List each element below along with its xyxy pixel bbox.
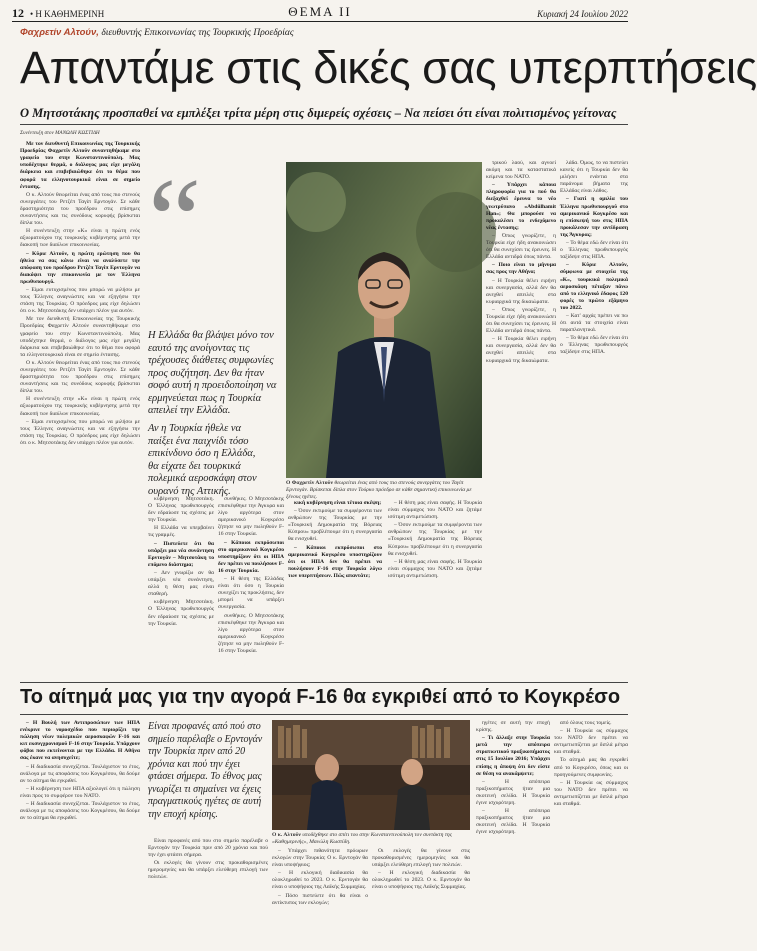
article2-photo-caption xyxy=(272,832,470,846)
section-title: ΘΕΜΑ II xyxy=(288,4,352,19)
article-paragraph: – Είμαι ευτυχισμένος που μπορώ να μιλήσω με τους Έλληνες αναγνώστες και να εξηγήσω την στάση της Τουρκίας. Ο πρόεδρος μας είχε δηλώσει ότι ο κ. Μητσοτάκης δεν υπάρχει πλέον για αυτόν. xyxy=(20,286,140,315)
divider xyxy=(20,714,628,715)
article-paragraph: συνθήκες. Ο Μητσοτάκης επισκέφθηκε την Άγκυρα και λίγο αργότερα στον αμερικανικό Κογκρέσο ζήτησε να μην πωληθούν F-16 στην Τουρκία. xyxy=(218,612,284,654)
article-column-6 xyxy=(560,160,628,680)
article2-column-1 xyxy=(20,720,140,945)
interviewee-photo xyxy=(286,162,482,478)
interviewee-byline xyxy=(20,27,294,38)
paper-name: • Η ΚΑΘΗΜΕΡΙΝΗ xyxy=(30,9,105,19)
article-column-2 xyxy=(148,496,214,676)
article-paragraph: – Η θέση της Ελλάδας είναι ότι όσο η Τουρκία συνεχίζει τις προκλήσεις, δεν μπορεί να υπάρξει συνεργασία. xyxy=(218,576,284,611)
article-paragraph: Με τον διευθυντή Επικοινωνίας της Τουρκικής Προεδρίας Φαχρετίν Αλτούν συναντηθήκαμε στο γραφείο του στην Κωνσταντινούπολη. Μας υποδέχτηκε θερμά, ο διάλογος μας είχε μεγάλη διάρκεια και επιβεβαιώθηκε ότι το θέμα που αφορά τα ελληνοτουρκικά είναι σε σημείο έντασης. xyxy=(20,141,140,190)
article-column-4 xyxy=(288,500,482,676)
article-paragraph: Οι εκλογές θα γίνουν στις προκαθορισμένες ημερομηνίες και θα υπάρξει ελεύθερη επιλογή των πολιτών. xyxy=(148,860,268,881)
article-paragraph: – Κάποιοι εκπρόσωποι στο αμερικανικό Κογκρέσο υποστηρίζουν ότι οι ΗΠΑ δεν πρέπει να πουλήσουν F-16 στην Τουρκία. xyxy=(218,539,284,574)
article-paragraph: Οι εκλογές θα γίνουν στις προκαθορισμένες ημερομηνίες και θα υπάρξει ελεύθερη επιλογή των πολιτών. xyxy=(372,848,470,869)
article-paragraph: – Η απόπειρα πραξικοπήματος ήταν μια σκοτεινή σελίδα. Η Τουρκία έγινε ισχυρότερη. xyxy=(476,808,550,836)
article-paragraph: από όλους τους τομείς. xyxy=(560,720,612,726)
article-paragraph: – Γιατί η ομιλία του Έλληνα πρωθυπουργού στο αμερικανικό Κογκρέσο και η επίσκεψή του στις ΗΠΑ προκάλεσαν την αντίδραση της Άγκυρας; xyxy=(560,196,628,238)
pullquote-2: Αν η Τουρκία ήθελε να παίξει ένα παιχνίδι τόσο επικίνδυνο όσο η Ελλάδα, θα είχατε δει τουρκικά πολεμικά αεροσκάφη στον ουρανό της Αττικής. xyxy=(148,423,257,497)
article-paragraph: – Η Βουλή των Αντιπροσώπων των ΗΠΑ ενέκρινε το νομοσχέδιο που περιορίζει την πώληση νέων πολεμικών αεροσκαφών F-16 και κιτ εκσυγχρονισμού F-16 στην Τουρκία. Υπάρχουν φόβοι που εκτείνονται με την Ελλάδα. Η Αθήνα σας έκανε να ανησυχείτε; xyxy=(20,720,140,762)
article-paragraph: – Είμαι ευτυχισμένος που μπορώ να μιλήσω με τους Έλληνες αναγνώστες και να εξηγήσω την στάση της Τουρκίας. Ο πρόεδρος μας είχε δηλώσει ότι ο κ. Μητσοτάκης δεν υπάρχει πλέον για αυτόν. xyxy=(20,418,140,446)
article-paragraph: – Υπάρχει πιθανότητα πρόωρων εκλογών στην Τουρκία; Ο κ. Ερντογάν θα είναι υποψήφιος; xyxy=(272,848,368,869)
article-column-1 xyxy=(20,130,140,675)
masthead xyxy=(12,6,628,22)
article-paragraph: – Η εκλογική διαδικασία θα ολοκληρωθεί το 2023. Ο κ. Ερντογάν θα είναι ο υποψήφιος της Λαϊκής Συμμαχίας. xyxy=(372,870,470,891)
article-paragraph: Είναι προφανές από που στο σημείο παρέλαβε ο Ερντογάν την Τουρκία πριν από 20 χρόνια και πού την έχει φτάσει σήμερα. xyxy=(148,838,268,859)
article-paragraph: Η συνέντευξη στην «Κ» είναι η πρώτη ενός αξιωματούχου της τουρκικής κυβέρνησης μετά την διακοπή των διαύλων επικοινωνίας. xyxy=(20,396,140,417)
article-paragraph: – Τι άλλαξε στην Τουρκία μετά την απόπειρα στρατιωτικού πραξικοπήματος στις 15 Ιουλίου 2016; Υπάρχει επίσης η άποψη ότι δεν είστε σε θέση να ανακάμψετε; xyxy=(476,735,550,777)
article-paragraph: – Η διαδικασία συνεχίζεται. Τουλάχιστον το έτος, ανάλογα με τις αποφάσεις του Κογκρέσου, θα δούμε αν το αίτημα θα εγκριθεί. xyxy=(20,763,140,784)
article-paragraph: Ο κ. Αλτούν θεωρείται ένας από τους πιο στενούς συνεργάτες του Ρετζέπ Ταγίπ Ερντογάν. Σε κάθε δραστηριότητα του προέδρου στις επίσημες συναντήσεις και τις συνόδους κορυφής βρίσκεται δίπλα του. xyxy=(20,191,140,227)
article-paragraph: – Η θέση μας είναι σαφής. Η Τουρκία είναι σύμμαχος του ΝΑΤΟ και ζητάμε ισότιμη αντιμετώπιση. xyxy=(388,558,482,579)
photo-caption-name: Ο Φαχρετίν Αλτούν xyxy=(286,480,333,486)
article-paragraph: – Κατ' αρχάς πρέπει να πω ότι αυτά τα στοιχεία είναι παραπλανητικά. xyxy=(560,312,628,334)
article-paragraph: – Πόσο πιστεύετε ότι θα είναι ο αντίκτυπος των εκλογών; xyxy=(272,892,368,906)
article-paragraph: – Δεν γνωρίζω αν θα υπάρξει νέα συνάντηση, αλλά η θέση μας είναι σταθερή. xyxy=(148,569,214,598)
article2-pullquote: Είναι προφανές από πού στο σημείο παρέλαβε ο Ερντογάν την Τουρκία πριν από 20 χρόνια και πού την έχει φτάσει σήμερα. Το έθνος μας γνωρίζει τι σημαίνει να έχεις πραγματικούς ηγέτες σε αυτή την εποχή κρίσης. xyxy=(148,721,263,820)
divider xyxy=(20,124,628,125)
article-paragraph: Το αίτημά μας θα εγκριθεί από το Κογκρέσο, όπως και οι προηγούμενες συμφωνίες. xyxy=(554,757,628,778)
article2-headline: Το αίτημά μας για την αγορά F-16 θα εγκριθεί από το Κογκρέσο xyxy=(20,686,621,708)
article-paragraph: – Το θέμα εδώ δεν είναι ότι ο Έλληνας πρωθυπουργός ταξίδεψε στις ΗΠΑ. xyxy=(560,240,628,261)
pullquote-1: Η Ελλάδα θα βλάψει μόνο τον εαυτό της ανοίγοντας τις τρέχουσες διάθετες συμφωνίες προς συζήτηση. Δεν θα ήταν σοφό αυτή η προειδοποίηση να ερμηνεύεται πως η Τουρκία απειλεί την Ελλάδα. xyxy=(148,330,277,416)
photo-caption xyxy=(286,480,482,501)
article2-column-6 xyxy=(554,720,628,945)
article-paragraph: κυβέρνηση Μητσοτάκη. Ο Έλληνας πρωθυπουργός δεν εδραίωσε τις σχέσεις με την Τουρκία. xyxy=(148,496,214,524)
article-paragraph: – Η θέση μας είναι σαφής. Η Τουρκία είναι σύμμαχος του ΝΑΤΟ και ζητάμε ισότιμη αντιμετώπιση. xyxy=(388,500,482,521)
article-paragraph: – Η Τουρκία θέλει ειρήνη και συνεργασία, αλλά δεν θα ανεχθεί απειλές στα κυριαρχικά της δικαιώματα. xyxy=(486,336,556,364)
interviewer-credit: Συνέντευξη στον ΜΑΝΩΛΗ ΚΩΣΤΙΔΗ xyxy=(20,130,100,136)
page-number: 12 xyxy=(12,6,24,20)
photo-caption-text: υποδέχθηκε στο σπίτι του στην Κωνσταντινούπολη τον συντάκτη της «Καθημερινής», Μανώλη Κωστίδη. xyxy=(272,832,452,845)
article-paragraph: κυβέρνηση Μητσοτάκη. Ο Έλληνας πρωθυπουργός δεν εδραίωσε τις σχέσεις με την Τουρκία. xyxy=(148,599,214,627)
article-paragraph: Η συνέντευξη στην «Κ» είναι η πρώτη ενός αξιωματούχου της τουρκικής κυβέρνησης μετά την διακοπή των διαύλων επικοινωνίας. xyxy=(20,228,140,249)
article-paragraph: – Η Τουρκία ως σύμμαχος του ΝΑΤΟ δεν πρέπει να αντιμετωπίζεται με διπλά μέτρα και σταθμά. xyxy=(554,779,628,808)
article-paragraph: τρικού λαού, και αγνοεί ακόμη και τα καταστατικά κείμενα του ΝΑΤΟ. xyxy=(486,160,556,181)
interviewee-name: Φαχρετίν Αλτούν, xyxy=(20,27,99,38)
divider xyxy=(20,682,628,683)
article-column-5 xyxy=(486,160,556,680)
portrait-illustration xyxy=(286,162,482,478)
main-headline: Απαντάμε στις δικές σας υπερπτήσεις xyxy=(20,42,757,93)
article2-column-5 xyxy=(476,720,550,945)
article2-column-4 xyxy=(272,848,368,946)
article-paragraph: – Όπως γνωρίζετε, η Τουρκία είχε ήδη ανακοινώσει ότι θα συνεχίσει τις έρευνες. Η Ελλάδα αντιδρά όπως πάντα. xyxy=(486,232,556,261)
article-paragraph: – Η κυβέρνηση των ΗΠΑ αξιολογεί ότι η πώληση είναι προς το συμφέρον του ΝΑΤΟ. xyxy=(20,785,140,799)
article-paragraph: – Κύριε Αλτούν, η πρώτη ερώτηση που θα ήθελα να σας κάνω είναι να αναλύσετε την απόφαση του προέδρου Ρετζέπ Ταγίπ Ερντογάν να διακόψει την επικοινωνία με τον Έλληνα πρωθυπουργό. xyxy=(20,250,140,285)
article-paragraph: Η Ελλάδα να υπερβαίνει τις γραμμές. xyxy=(148,525,214,539)
photo-caption-name: Ο κ. Αλτούν xyxy=(272,832,301,838)
main-subhead: Ο Μητσοτάκης προσπαθεί να εμπλέξει τρίτα μέρη στις διμερείς σχέσεις – Να πείσει ότι είναι πολιτισμένος γείτονας xyxy=(20,106,617,120)
article-paragraph: Με τον διευθυντή Επικοινωνίας της Τουρκικής Προεδρίας Φαχρετίν Αλτούν συναντηθήκαμε στο γραφείο του στην Κωνσταντινούπολη. Μας υποδέχτηκε θερμά, ο διάλογος μας είχε μεγάλη διάρκεια και επιβεβαιώθηκε ότι το θέμα που αφορά τα ελληνοτουρκικά είναι σε σημείο έντασης. xyxy=(20,316,140,358)
article2-column-4b xyxy=(372,848,470,946)
article-paragraph: – Κάποιοι εκπρόσωποι στο αμερικανικό Κογκρέσο υποστηρίζουν ότι οι ΗΠΑ δεν θα πρέπει να πουλήσουν F-16 στην Τουρκία λόγω των υπερπτήσεων. Πώς απαντάτε; xyxy=(288,544,382,579)
article-paragraph: – Το θέμα εδώ δεν είναι ότι ο Έλληνας πρωθυπουργός ταξίδεψε στις ΗΠΑ. xyxy=(560,335,628,356)
article-paragraph: Ο κ. Αλτούν θεωρείται ένας από τους πιο στενούς συνεργάτες του Ρετζέπ Ταγίπ Ερντογάν. Σε κάθε δραστηριότητα του προέδρου στις επίσημες συναντήσεις και τις συνόδους κορυφής βρίσκεται δίπλα του. xyxy=(20,359,140,395)
article-paragraph: – Η διαδικασία συνεχίζεται. Τουλάχιστον το έτος, ανάλογα με τις αποφάσεις του Κογκρέσου, θα δούμε αν το αίτημα θα εγκριθεί. xyxy=(20,801,140,822)
article-column-3 xyxy=(218,496,284,676)
article-paragraph: – Κύριε Αλτούν, σύμφωνα με στοιχεία της «Κ», τουρκικά πολεμικά αεροσκάφη πέταξαν πάνω από το ελληνικό έδαφος 120 φορές το πρώτο εξάμηνο του 2022. xyxy=(560,262,628,311)
photo-caption-text: θεωρείται ένας από τους πιο στενούς συνεργάτες του Ταγίπ Ερντογάν. Βρίσκεται δίπλα στον Τούρκο πρόεδρο σε κάθε σημαντική επικοινωνία με ξένους ηγέτες. xyxy=(286,480,472,500)
article-paragraph: – Υπάρχει κάποια πληροφορία για το πού θα διεξαχθεί έρευνα το νέο γεωτρύπανο «Abdülhamit Han»; Θα μπορούσε να προκαλέσει το ενδεχόμενο νέας έντασης; xyxy=(486,182,556,231)
article-paragraph: – Η εκλογική διαδικασία θα ολοκληρωθεί το 2023. Ο κ. Ερντογάν θα είναι ο υποψήφιος της Λαϊκής Συμμαχίας. xyxy=(272,870,368,891)
article-paragraph: ηγέτες σε αυτή την εποχή κρίσης. xyxy=(476,720,550,734)
article2-column-3 xyxy=(148,838,268,946)
article-paragraph: – Η Τουρκία ως σύμμαχος του ΝΑΤΟ δεν πρέπει να αντιμετωπίζεται με διπλά μέτρα και σταθμά. xyxy=(554,728,628,756)
office-illustration xyxy=(272,720,470,830)
article-paragraph: λάδα. Όμως, το να πιστεύει κανείς ότι η Τουρκία δεν θα μιλήσει ενάντια στα παράνομα βήματα της Ελλάδας είναι λάθος. xyxy=(560,160,628,195)
interviewee-role: διευθυντής Επικοινωνίας της Τουρκικής Προεδρίας xyxy=(101,28,294,38)
article-paragraph: – Η απόπειρα πραξικοπήματος ήταν μια σκοτεινή σελίδα. Η Τουρκία έγινε ισχυρότερη. xyxy=(476,778,550,807)
article-paragraph: – Όσον εκτιμούμε τα συμφέροντα των ανθρώπων της Τουρκίας με την «Τουρκική Δημοκρατία της Βόρειας Κύπρου» προβλέπουμε ότι η συνεργασία θα ενισχυθεί. xyxy=(388,522,482,557)
issue-date: Κυριακή 24 Ιουλίου 2022 xyxy=(537,9,628,19)
article-paragraph: – Πιστεύετε ότι θα υπάρξει μια νέα συνάντηση Ερντογάν – Μητσοτάκη το επόμενο διάστημα; xyxy=(148,540,214,568)
article-paragraph: συνθήκες. Ο Μητσοτάκης επισκέφθηκε την Άγκυρα και λίγο αργότερα στον αμερικανικό Κογκρέσο ζήτησε να μην πωληθούν F-16 στην Τουρκία. xyxy=(218,496,284,538)
article-paragraph: κική κυβέρνηση είναι τέτοια σκέψη; xyxy=(294,500,382,506)
article-paragraph: – Η Τουρκία θέλει ειρήνη και συνεργασία, αλλά δεν θα ανεχθεί απειλές στα κυριαρχικά της δικαιώματα. xyxy=(486,277,556,305)
article-paragraph: – Όσον εκτιμούμε τα συμφέροντα των ανθρώπων της Τουρκίας με την «Τουρκική Δημοκρατία της Βόρειας Κύπρου» προβλέπουμε ότι η συνεργασία θα ενισχυθεί. xyxy=(288,508,382,543)
quote-mark-icon: “ xyxy=(148,153,202,286)
article2-photo xyxy=(272,720,470,830)
article-paragraph: – Όπως γνωρίζετε, η Τουρκία είχε ήδη ανακοινώσει ότι θα συνεχίσει τις έρευνες. Η Ελλάδα αντιδρά όπως πάντα. xyxy=(486,306,556,335)
article-paragraph: – Ποιο είναι το μήνυμα σας προς την Αθήνα; xyxy=(486,262,556,276)
